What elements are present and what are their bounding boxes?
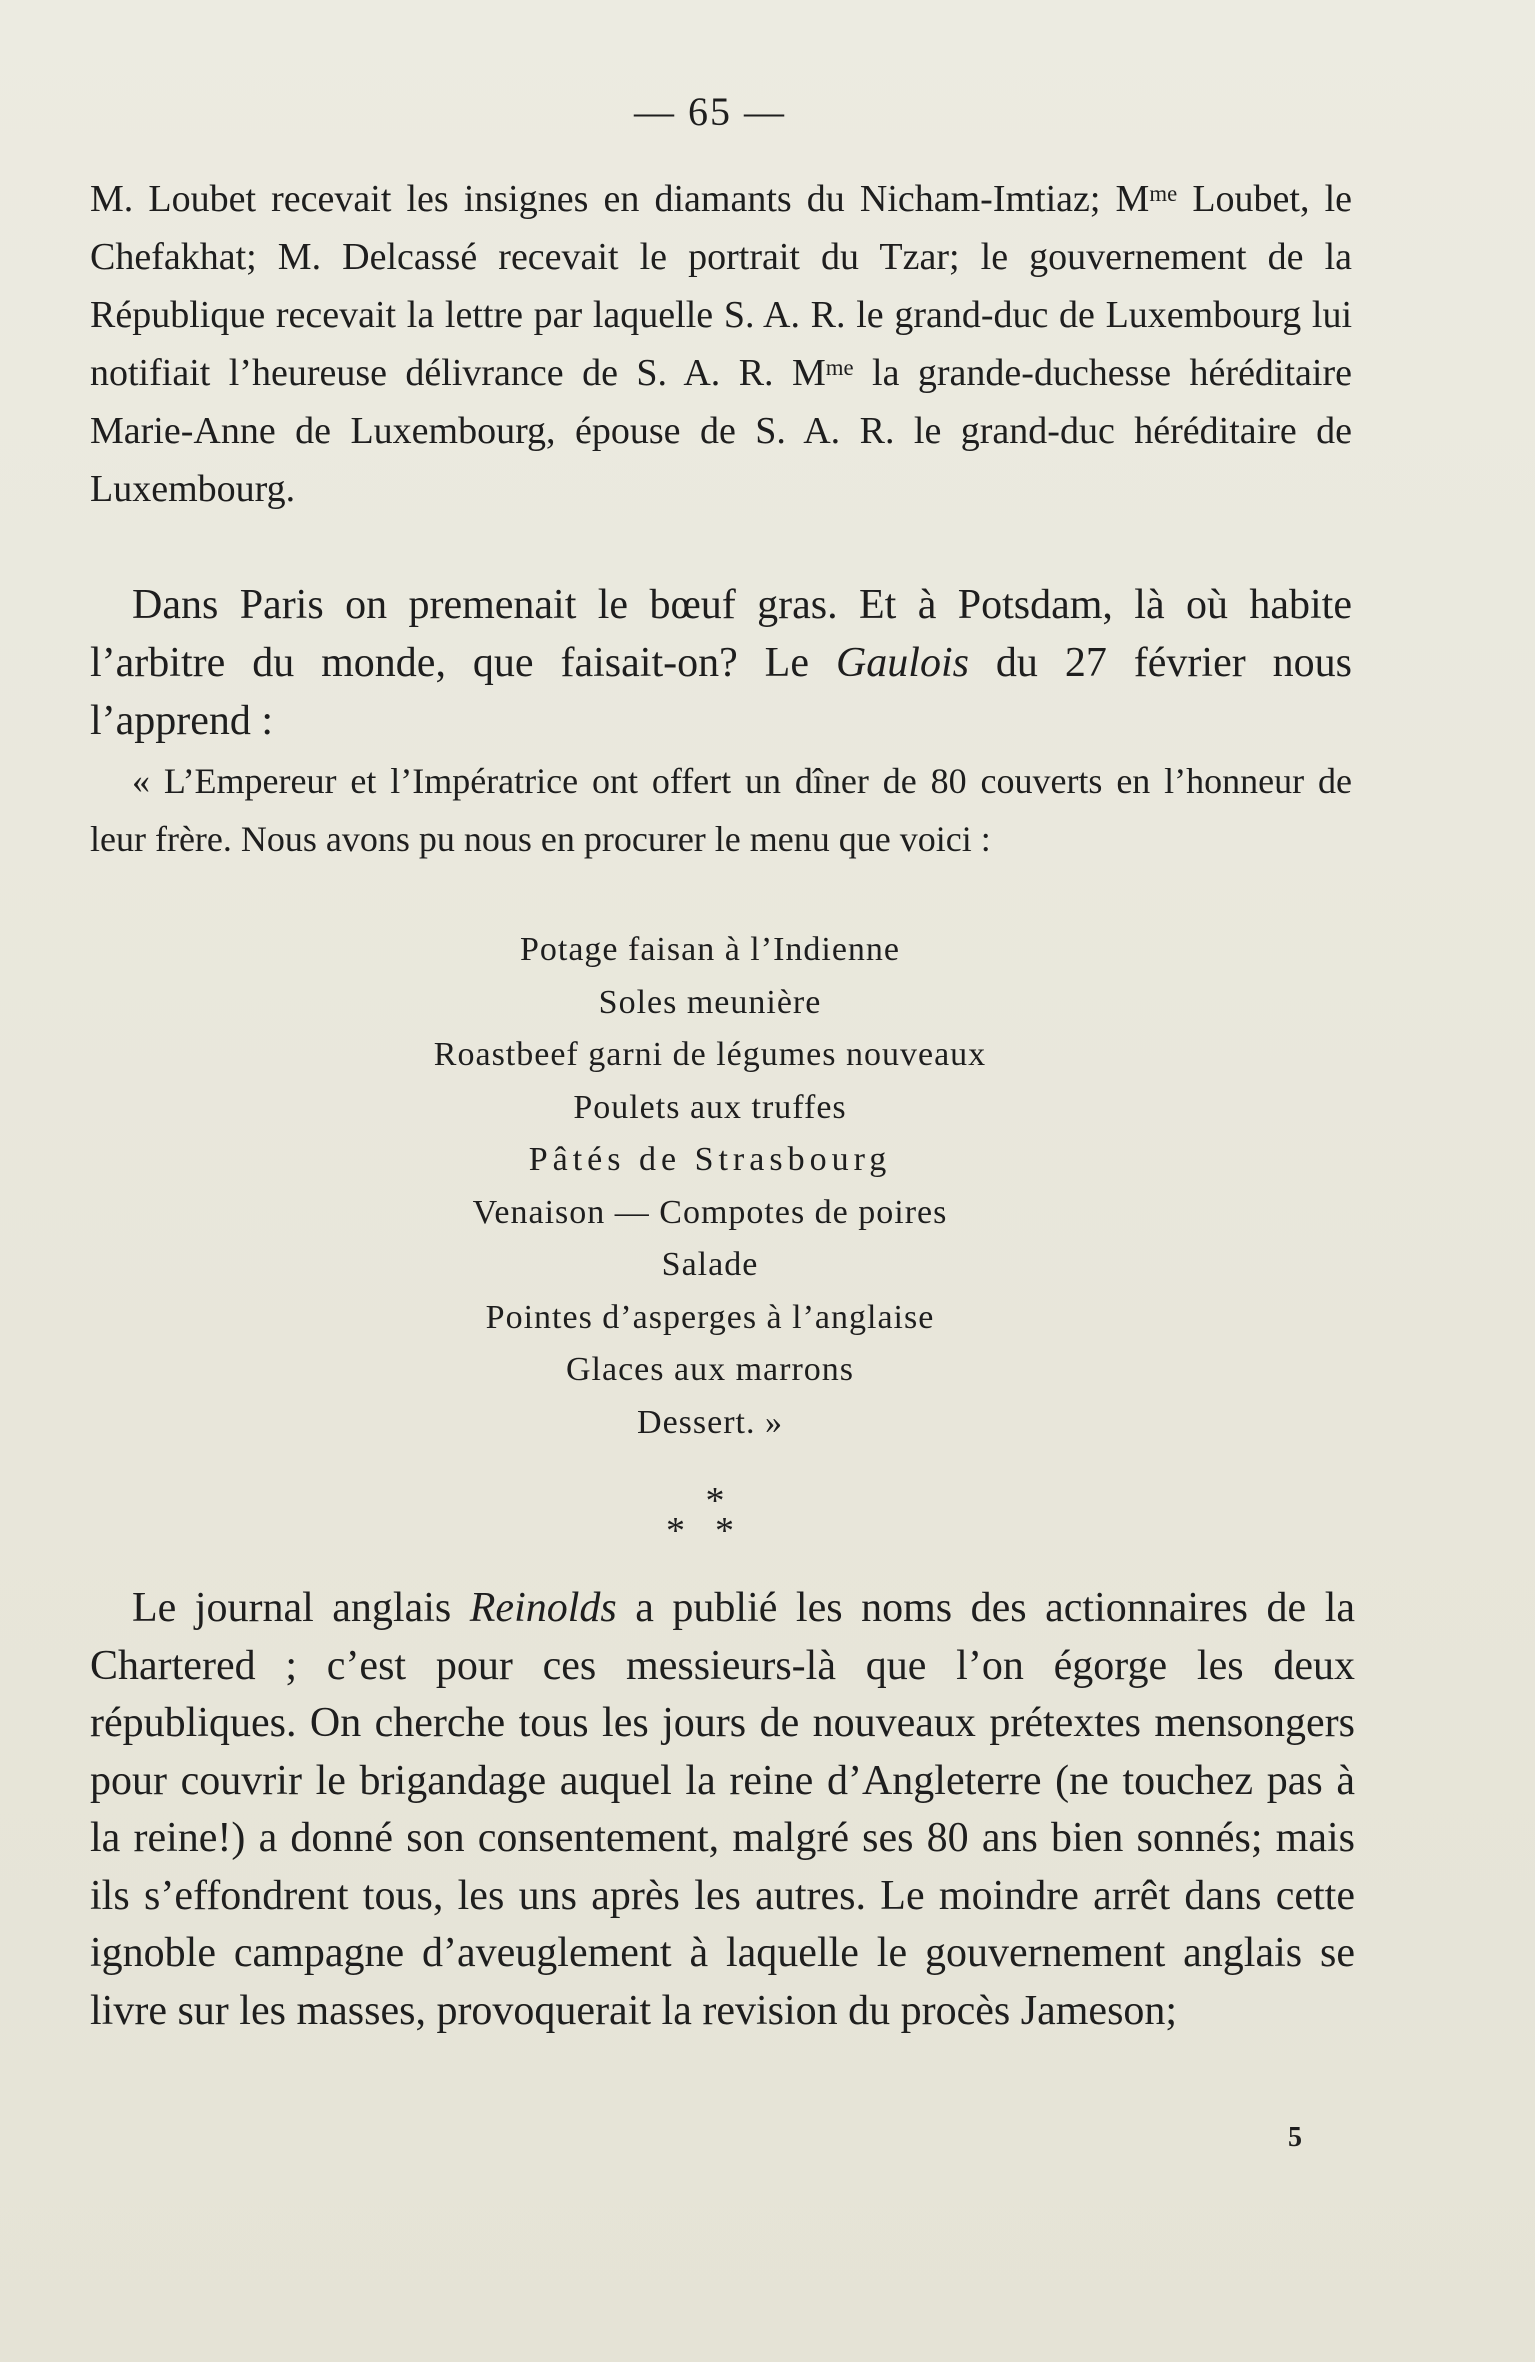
paragraph-potsdam-text-before: Dans Paris on premenait le bœuf gras. Et à Potsdam, là où habite l’arbitre du monde, que faisait-on? Le <box>90 582 1352 686</box>
paragraph-honours-text-3: la grande-duchesse héréditaire Marie-Anne de Luxembourg, épouse de S. A. R. le grand-duc héréditaire de Luxembourg. <box>90 352 1352 510</box>
paragraph-chartered-text-before: Le journal anglais <box>132 1585 470 1631</box>
superscript-madame-1: me <box>1149 180 1178 206</box>
paragraph-chartered-text-after: a publié les noms des actionnaires de la Chartered ; c’est pour ces messieurs-là que l’on égorge les deux républiques. On cherche tous les jours de nouveaux prétextes mensongers pour couvrir le brigandage auquel la reine d’Angleterre (ne touchez pas à la reine!) a donné son consentement, malgré ses 80 ans bien sonnés; mais ils s’effondrent tous, les uns après les autres. Le moindre arrêt dans cette ignoble campagne d’aveuglement à laquelle le gouvernement anglais se livre sur les masses, provoquerait la revision du procès Jameson; <box>90 1585 1356 2034</box>
paragraph-honours-text-2: Loubet, le Chefakhat; M. Delcassé recevait le portrait du Tzar; le gouvernement de la République recevait la lettre par laquelle S. A. R. le grand-duc de Luxembourg lui notifiait l’heureuse délivrance de S. A. R. M <box>90 178 1353 394</box>
menu-item: Soles meunière <box>598 983 822 1021</box>
newspaper-title-reinolds: Reinolds <box>469 1585 617 1631</box>
menu-item: Salade <box>661 1246 759 1283</box>
section-separator <box>0 1480 1430 1552</box>
separator-star-top: * <box>705 1480 725 1522</box>
menu-item: Pointes d’asperges à l’anglaise <box>485 1298 935 1336</box>
newspaper-title-gaulois: Gaulois <box>835 640 969 686</box>
paragraph-honours-text-1: M. Loubet recevait les insignes en diamants du Nicham-Imtiaz; M <box>90 178 1150 220</box>
quote-intro: « L’Empereur et l’Impératrice ont offert un dîner de 80 couverts en l’honneur de leur frère. Nous avons pu nous en procurer le menu que voici : <box>90 761 1352 859</box>
paragraph-potsdam <box>90 576 1352 750</box>
menu-item: Poulets aux truffes <box>573 1088 847 1126</box>
paragraph-honours <box>90 170 1352 518</box>
menu-item: Dessert. » <box>637 1403 783 1441</box>
menu-item: Venaison — Compotes de poires <box>472 1193 948 1231</box>
menu-item: Roastbeef garni de légumes nouveaux <box>433 1036 987 1073</box>
menu-item: Glaces aux marrons <box>565 1351 854 1388</box>
page-number: — 65 — <box>634 89 786 134</box>
signature-mark: 5 <box>1288 2122 1302 2153</box>
paragraph-chartered <box>90 1580 1355 2040</box>
dinner-menu <box>0 924 1420 1449</box>
menu-item: Pâtés de Strasbourg <box>528 1141 892 1178</box>
menu-item: Potage faisan à l’Indienne <box>519 931 901 968</box>
separator-stars-bottom: ** <box>666 1510 764 1552</box>
paragraph-potsdam-text-after: du 27 février nous l’apprend : <box>90 640 1352 744</box>
superscript-madame-2: me <box>825 354 854 380</box>
